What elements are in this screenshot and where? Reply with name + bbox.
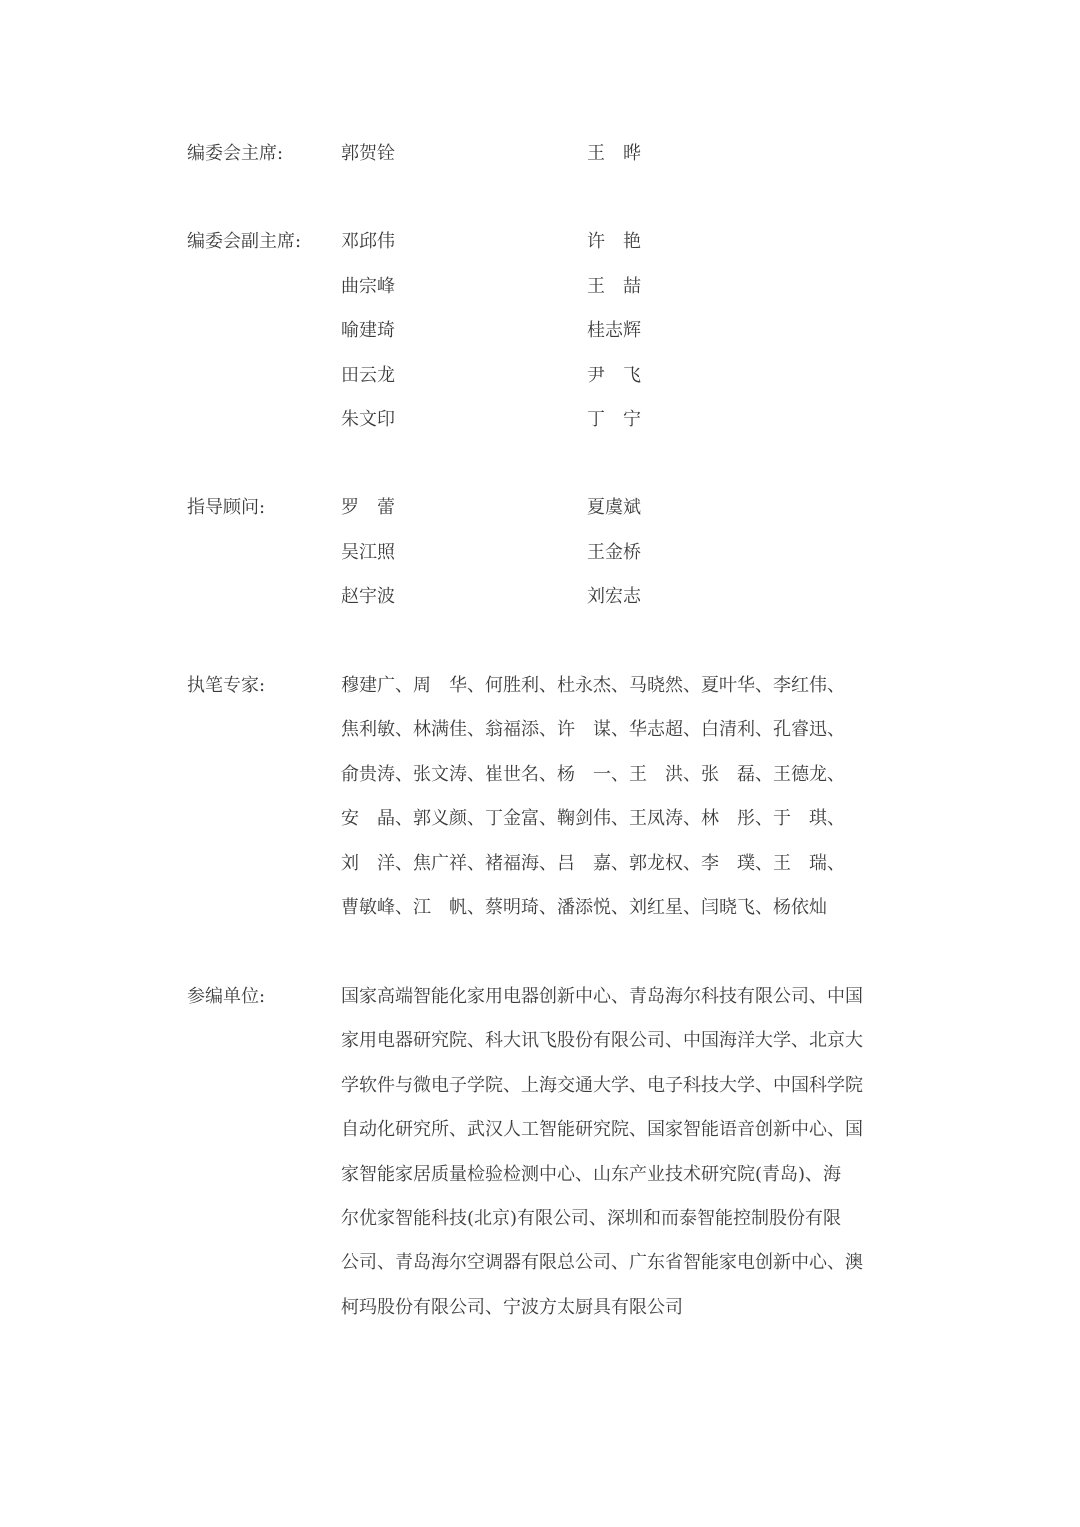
advisor-name: 罗 蕾 xyxy=(341,497,395,518)
advisor-name: 刘宏志 xyxy=(587,586,641,607)
authors-line: 焦利敏、林满佳、翁福添、许 谋、华志超、白清利、孔睿迅、 xyxy=(341,719,845,741)
units-line: 柯玛股份有限公司、宁波方太厨具有限公司 xyxy=(341,1296,683,1318)
vice-chair-name: 喻建琦 xyxy=(341,320,395,341)
authors-list xyxy=(341,674,869,940)
chair-name: 郭贺铨 xyxy=(341,143,395,164)
advisor-name: 吴江照 xyxy=(341,542,395,563)
units-list xyxy=(341,985,869,1340)
vice-chair-name: 曲宗峰 xyxy=(341,276,395,297)
authors-line: 曹敏峰、江 帆、蔡明琦、潘添悦、刘红星、闫晓飞、杨依灿 xyxy=(341,896,827,918)
vice-chair-name: 田云龙 xyxy=(341,365,395,386)
vice-chair-name: 丁 宁 xyxy=(587,409,641,430)
units-label: 参编单位: xyxy=(187,986,266,1007)
authors-line: 安 晶、郭义颜、丁金富、鞠剑伟、王凤涛、林 彤、于 琪、 xyxy=(341,808,845,830)
advisor-name: 王金桥 xyxy=(587,542,641,563)
advisor-name: 夏虞斌 xyxy=(587,497,641,518)
units-line: 公司、青岛海尔空调器有限总公司、广东省智能家电创新中心、澳 xyxy=(341,1252,863,1274)
vice-chair-name: 尹 飞 xyxy=(587,365,641,386)
advisor-name: 赵宇波 xyxy=(341,586,395,607)
authors-label: 执笔专家: xyxy=(187,675,266,696)
vice-chair-name: 邓邱伟 xyxy=(341,231,395,252)
vice-chair-name: 许 艳 xyxy=(587,231,641,252)
vice-chair-label: 编委会副主席: xyxy=(187,231,302,252)
chair-label: 编委会主席: xyxy=(187,143,284,164)
units-line: 尔优家智能科技(北京)有限公司、深圳和而泰智能控制股份有限 xyxy=(341,1207,842,1229)
authors-line: 刘 洋、焦广祥、褚福海、吕 嘉、郭龙权、李 璞、王 瑞、 xyxy=(341,852,845,874)
units-line: 家用电器研究院、科大讯飞股份有限公司、中国海洋大学、北京大 xyxy=(341,1030,863,1052)
vice-chair-name: 王 喆 xyxy=(587,276,641,297)
authors-line: 俞贵涛、张文涛、崔世名、杨 一、王 洪、张 磊、王德龙、 xyxy=(341,763,845,785)
units-line: 国家高端智能化家用电器创新中心、青岛海尔科技有限公司、中国 xyxy=(341,986,863,1007)
units-line: 自动化研究所、武汉人工智能研究院、国家智能语音创新中心、国 xyxy=(341,1119,863,1141)
vice-chair-name: 朱文印 xyxy=(341,409,395,430)
chair-name: 王 晔 xyxy=(587,143,641,164)
units-line: 学软件与微电子学院、上海交通大学、电子科技大学、中国科学院 xyxy=(341,1074,863,1096)
vice-chair-name: 桂志辉 xyxy=(587,320,641,341)
authors-line: 穆建广、周 华、何胜利、杜永杰、马晓然、夏叶华、李红伟、 xyxy=(341,675,845,696)
advisors-label: 指导顾问: xyxy=(187,497,266,518)
units-line: 家智能家居质量检验检测中心、山东产业技术研究院(青岛)、海 xyxy=(341,1163,842,1185)
